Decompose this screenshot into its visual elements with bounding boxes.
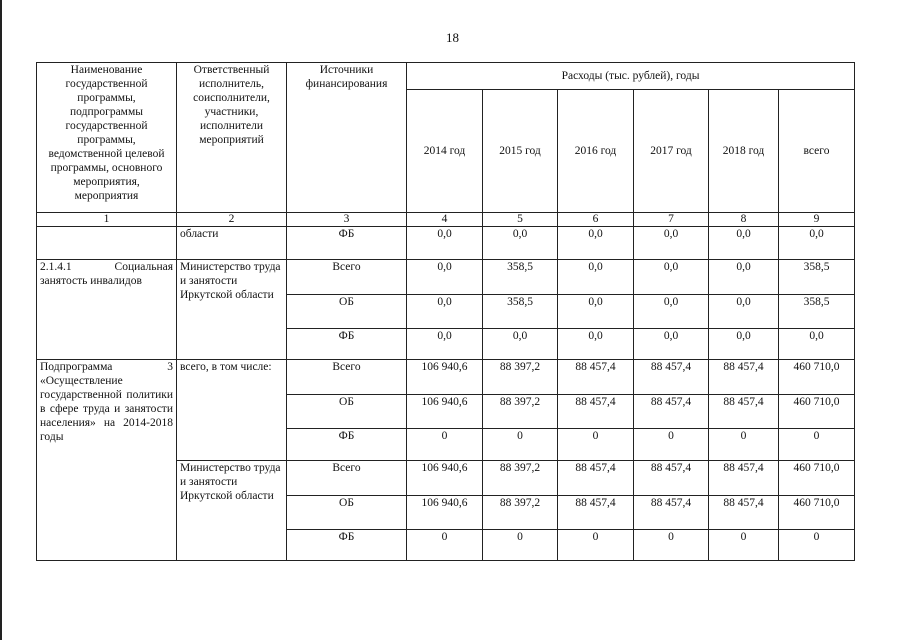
column-number: 7 — [634, 213, 709, 227]
scan-edge — [0, 0, 2, 640]
value-cell: 460 710,0 — [779, 461, 855, 496]
value-cell: 0,0 — [558, 260, 634, 295]
header-year-2017: 2017 год — [634, 90, 709, 213]
value-cell: 358,5 — [779, 295, 855, 329]
funding-source-cell: Всего — [287, 260, 407, 295]
value-cell: 106 940,6 — [407, 395, 483, 429]
column-number: 2 — [177, 213, 287, 227]
program-name-word: Социальная — [114, 261, 173, 273]
header-funding-source: Источники финансирования — [287, 63, 407, 213]
table-row — [37, 227, 855, 260]
header-year-2014: 2014 год — [407, 90, 483, 213]
value-cell: 358,5 — [483, 260, 558, 295]
value-cell: 0 — [709, 530, 779, 561]
value-cell: 88 457,4 — [558, 496, 634, 530]
funding-source-cell: ОБ — [287, 295, 407, 329]
value-cell: 0,0 — [407, 295, 483, 329]
value-cell: 0,0 — [558, 227, 634, 260]
value-cell: 0 — [779, 429, 855, 461]
value-cell: 0,0 — [483, 227, 558, 260]
column-number: 8 — [709, 213, 779, 227]
value-cell: 0 — [558, 429, 634, 461]
funding-source-cell: Всего — [287, 360, 407, 395]
value-cell: 460 710,0 — [779, 360, 855, 395]
program-name-cell — [37, 260, 177, 360]
funding-source-cell: ОБ — [287, 395, 407, 429]
value-cell: 88 397,2 — [483, 461, 558, 496]
responsible-cell: всего, в том числе: — [177, 360, 287, 461]
funding-source-cell: ФБ — [287, 329, 407, 360]
value-cell: 88 397,2 — [483, 360, 558, 395]
page-number: 18 — [446, 30, 459, 45]
header-responsible: Ответственный исполнитель, соисполнители, участники, исполнители мероприятий — [177, 63, 287, 213]
value-cell: 88 457,4 — [634, 360, 709, 395]
column-number: 5 — [483, 213, 558, 227]
column-number: 1 — [37, 213, 177, 227]
value-cell: 0 — [634, 530, 709, 561]
program-name-word: Подпрограмма — [40, 361, 113, 373]
funding-source-cell: Всего — [287, 461, 407, 496]
value-cell: 88 457,4 — [709, 360, 779, 395]
program-name-first-line — [40, 360, 173, 374]
value-cell: 0,0 — [407, 227, 483, 260]
expenses-table — [36, 62, 855, 561]
value-cell: 0,0 — [709, 329, 779, 360]
value-cell: 0,0 — [407, 329, 483, 360]
program-number: 3 — [167, 361, 173, 373]
value-cell: 0 — [483, 530, 558, 561]
program-name-cell — [37, 360, 177, 561]
column-number: 9 — [779, 213, 855, 227]
value-cell: 0,0 — [634, 295, 709, 329]
value-cell: 0,0 — [407, 260, 483, 295]
value-cell: 106 940,6 — [407, 461, 483, 496]
value-cell: 0 — [407, 429, 483, 461]
value-cell: 88 457,4 — [558, 461, 634, 496]
value-cell: 88 457,4 — [634, 496, 709, 530]
value-cell: 88 457,4 — [709, 496, 779, 530]
value-cell: 0,0 — [709, 260, 779, 295]
program-name-first-line — [40, 260, 173, 274]
value-cell: 0,0 — [634, 227, 709, 260]
value-cell: 460 710,0 — [779, 496, 855, 530]
table-row — [37, 260, 855, 295]
value-cell: 88 457,4 — [558, 360, 634, 395]
value-cell: 106 940,6 — [407, 496, 483, 530]
program-name-cell — [37, 227, 177, 260]
value-cell: 460 710,0 — [779, 395, 855, 429]
value-cell: 88 397,2 — [483, 496, 558, 530]
value-cell: 0,0 — [483, 329, 558, 360]
header-year-2016: 2016 год — [558, 90, 634, 213]
value-cell: 88 457,4 — [558, 395, 634, 429]
value-cell: 106 940,6 — [407, 360, 483, 395]
column-number: 6 — [558, 213, 634, 227]
funding-source-cell: ФБ — [287, 429, 407, 461]
header-program-name: Наименование государственной программы, подпрограммы государственной программы, ведомственной целевой программы, основного мероприятия, мероприятия — [37, 63, 177, 213]
value-cell: 0 — [709, 429, 779, 461]
value-cell: 0,0 — [634, 329, 709, 360]
value-cell: 0 — [634, 429, 709, 461]
value-cell: 358,5 — [779, 260, 855, 295]
funding-source-cell: ФБ — [287, 530, 407, 561]
value-cell: 88 457,4 — [709, 395, 779, 429]
value-cell: 0,0 — [709, 227, 779, 260]
column-number: 3 — [287, 213, 407, 227]
program-name-rest: занятость инвалидов — [40, 275, 142, 287]
value-cell: 0,0 — [558, 329, 634, 360]
funding-source-cell: ФБ — [287, 227, 407, 260]
value-cell: 88 457,4 — [634, 395, 709, 429]
value-cell: 0,0 — [558, 295, 634, 329]
column-number: 4 — [407, 213, 483, 227]
program-name-rest: «Осуществление государственной политики в сфере труда и занятости населения» на 2014-2018 годы — [40, 375, 173, 443]
value-cell: 0 — [779, 530, 855, 561]
program-code: 2.1.4.1 — [40, 261, 72, 273]
header-total: всего — [779, 90, 855, 213]
value-cell: 0,0 — [779, 227, 855, 260]
value-cell: 88 457,4 — [634, 461, 709, 496]
value-cell: 0,0 — [779, 329, 855, 360]
table-row — [37, 360, 855, 395]
value-cell: 88 457,4 — [709, 461, 779, 496]
header-year-2015: 2015 год — [483, 90, 558, 213]
value-cell: 0,0 — [709, 295, 779, 329]
value-cell: 0 — [558, 530, 634, 561]
responsible-cell: Министерство труда и занятости Иркутской области — [177, 461, 287, 561]
column-numbers-row — [37, 213, 855, 227]
header-year-2018: 2018 год — [709, 90, 779, 213]
value-cell: 88 397,2 — [483, 395, 558, 429]
value-cell: 358,5 — [483, 295, 558, 329]
responsible-cell: области — [177, 227, 287, 260]
value-cell: 0 — [407, 530, 483, 561]
header-expenses: Расходы (тыс. рублей), годы — [407, 63, 855, 90]
value-cell: 0 — [483, 429, 558, 461]
responsible-cell: Министерство труда и занятости Иркутской области — [177, 260, 287, 360]
value-cell: 0,0 — [634, 260, 709, 295]
funding-source-cell: ОБ — [287, 496, 407, 530]
